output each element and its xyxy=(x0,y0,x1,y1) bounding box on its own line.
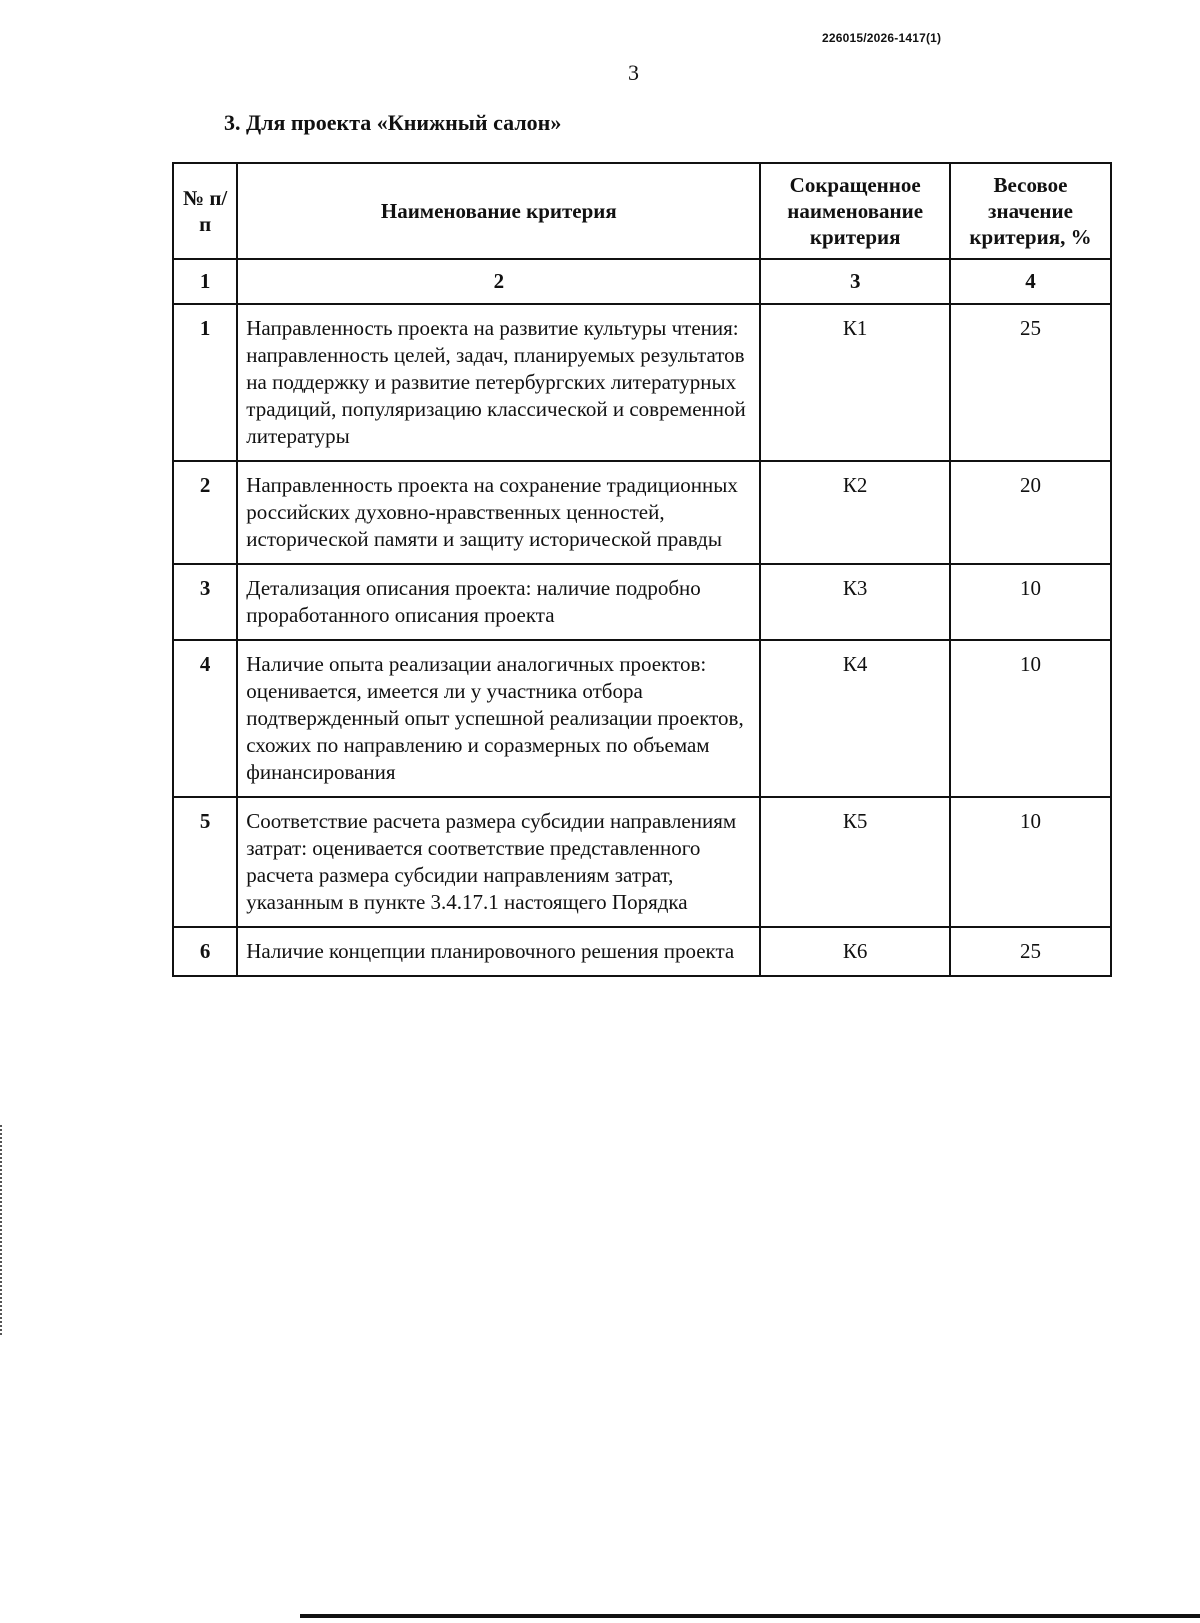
row-num: 6 xyxy=(173,927,237,976)
header-row xyxy=(173,163,1111,259)
criterion-name: Направленность проекта на развитие культуры чтения: направленность целей, задач, планируемых результатов на поддержку и развитие петербургских литературных традиций, популяризацию классической и современной литературы xyxy=(237,304,760,461)
header-code: Сокращенное наименование критерия xyxy=(760,163,950,259)
criterion-code: К3 xyxy=(760,564,950,640)
table-row xyxy=(173,461,1111,564)
criterion-weight: 10 xyxy=(950,640,1111,797)
criterion-code: К5 xyxy=(760,797,950,927)
criterion-name: Наличие концепции планировочного решения проекта xyxy=(237,927,760,976)
header-name: Наименование критерия xyxy=(237,163,760,259)
row-num: 3 xyxy=(173,564,237,640)
table-row xyxy=(173,304,1111,461)
criterion-code: К4 xyxy=(760,640,950,797)
criterion-name: Направленность проекта на сохранение традиционных российских духовно-нравственных ценностей, исторической памяти и защиту исторической правды xyxy=(237,461,760,564)
header-num: № п/п xyxy=(173,163,237,259)
criterion-name: Детализация описания проекта: наличие подробно проработанного описания проекта xyxy=(237,564,760,640)
table-row xyxy=(173,640,1111,797)
column-number: 1 xyxy=(173,259,237,304)
criterion-code: К6 xyxy=(760,927,950,976)
table-row xyxy=(173,564,1111,640)
scan-bottom-edge xyxy=(300,1614,1200,1618)
row-num: 1 xyxy=(173,304,237,461)
criteria-table xyxy=(172,162,1112,977)
criterion-name: Соответствие расчета размера субсидии направлениям затрат: оценивается соответствие представленного расчета размера субсидии направлениям затрат, указанным в пункте 3.4.17.1 настоящего Порядка xyxy=(237,797,760,927)
column-number: 4 xyxy=(950,259,1111,304)
criterion-code: К2 xyxy=(760,461,950,564)
section-title: 3. Для проекта «Книжный салон» xyxy=(224,110,562,135)
table-row xyxy=(173,927,1111,976)
criterion-weight: 10 xyxy=(950,564,1111,640)
criterion-weight: 10 xyxy=(950,797,1111,927)
document-id: 226015/2026-1417(1) xyxy=(822,31,942,45)
row-num: 4 xyxy=(173,640,237,797)
scan-edge-marks xyxy=(0,1125,5,1335)
criterion-name: Наличие опыта реализации аналогичных проектов: оценивается, имеется ли у участника отбора подтвержденный опыт успешной реализации проектов, схожих по направлению и соразмерных по объемам финансирования xyxy=(237,640,760,797)
criterion-weight: 25 xyxy=(950,304,1111,461)
row-num: 2 xyxy=(173,461,237,564)
table-row xyxy=(173,797,1111,927)
page-number: 3 xyxy=(628,60,639,85)
row-num: 5 xyxy=(173,797,237,927)
header-weight: Весовое значение критерия, % xyxy=(950,163,1111,259)
column-numbers-row xyxy=(173,259,1111,304)
criterion-weight: 20 xyxy=(950,461,1111,564)
criterion-weight: 25 xyxy=(950,927,1111,976)
column-number: 3 xyxy=(760,259,950,304)
criterion-code: К1 xyxy=(760,304,950,461)
column-number: 2 xyxy=(237,259,760,304)
